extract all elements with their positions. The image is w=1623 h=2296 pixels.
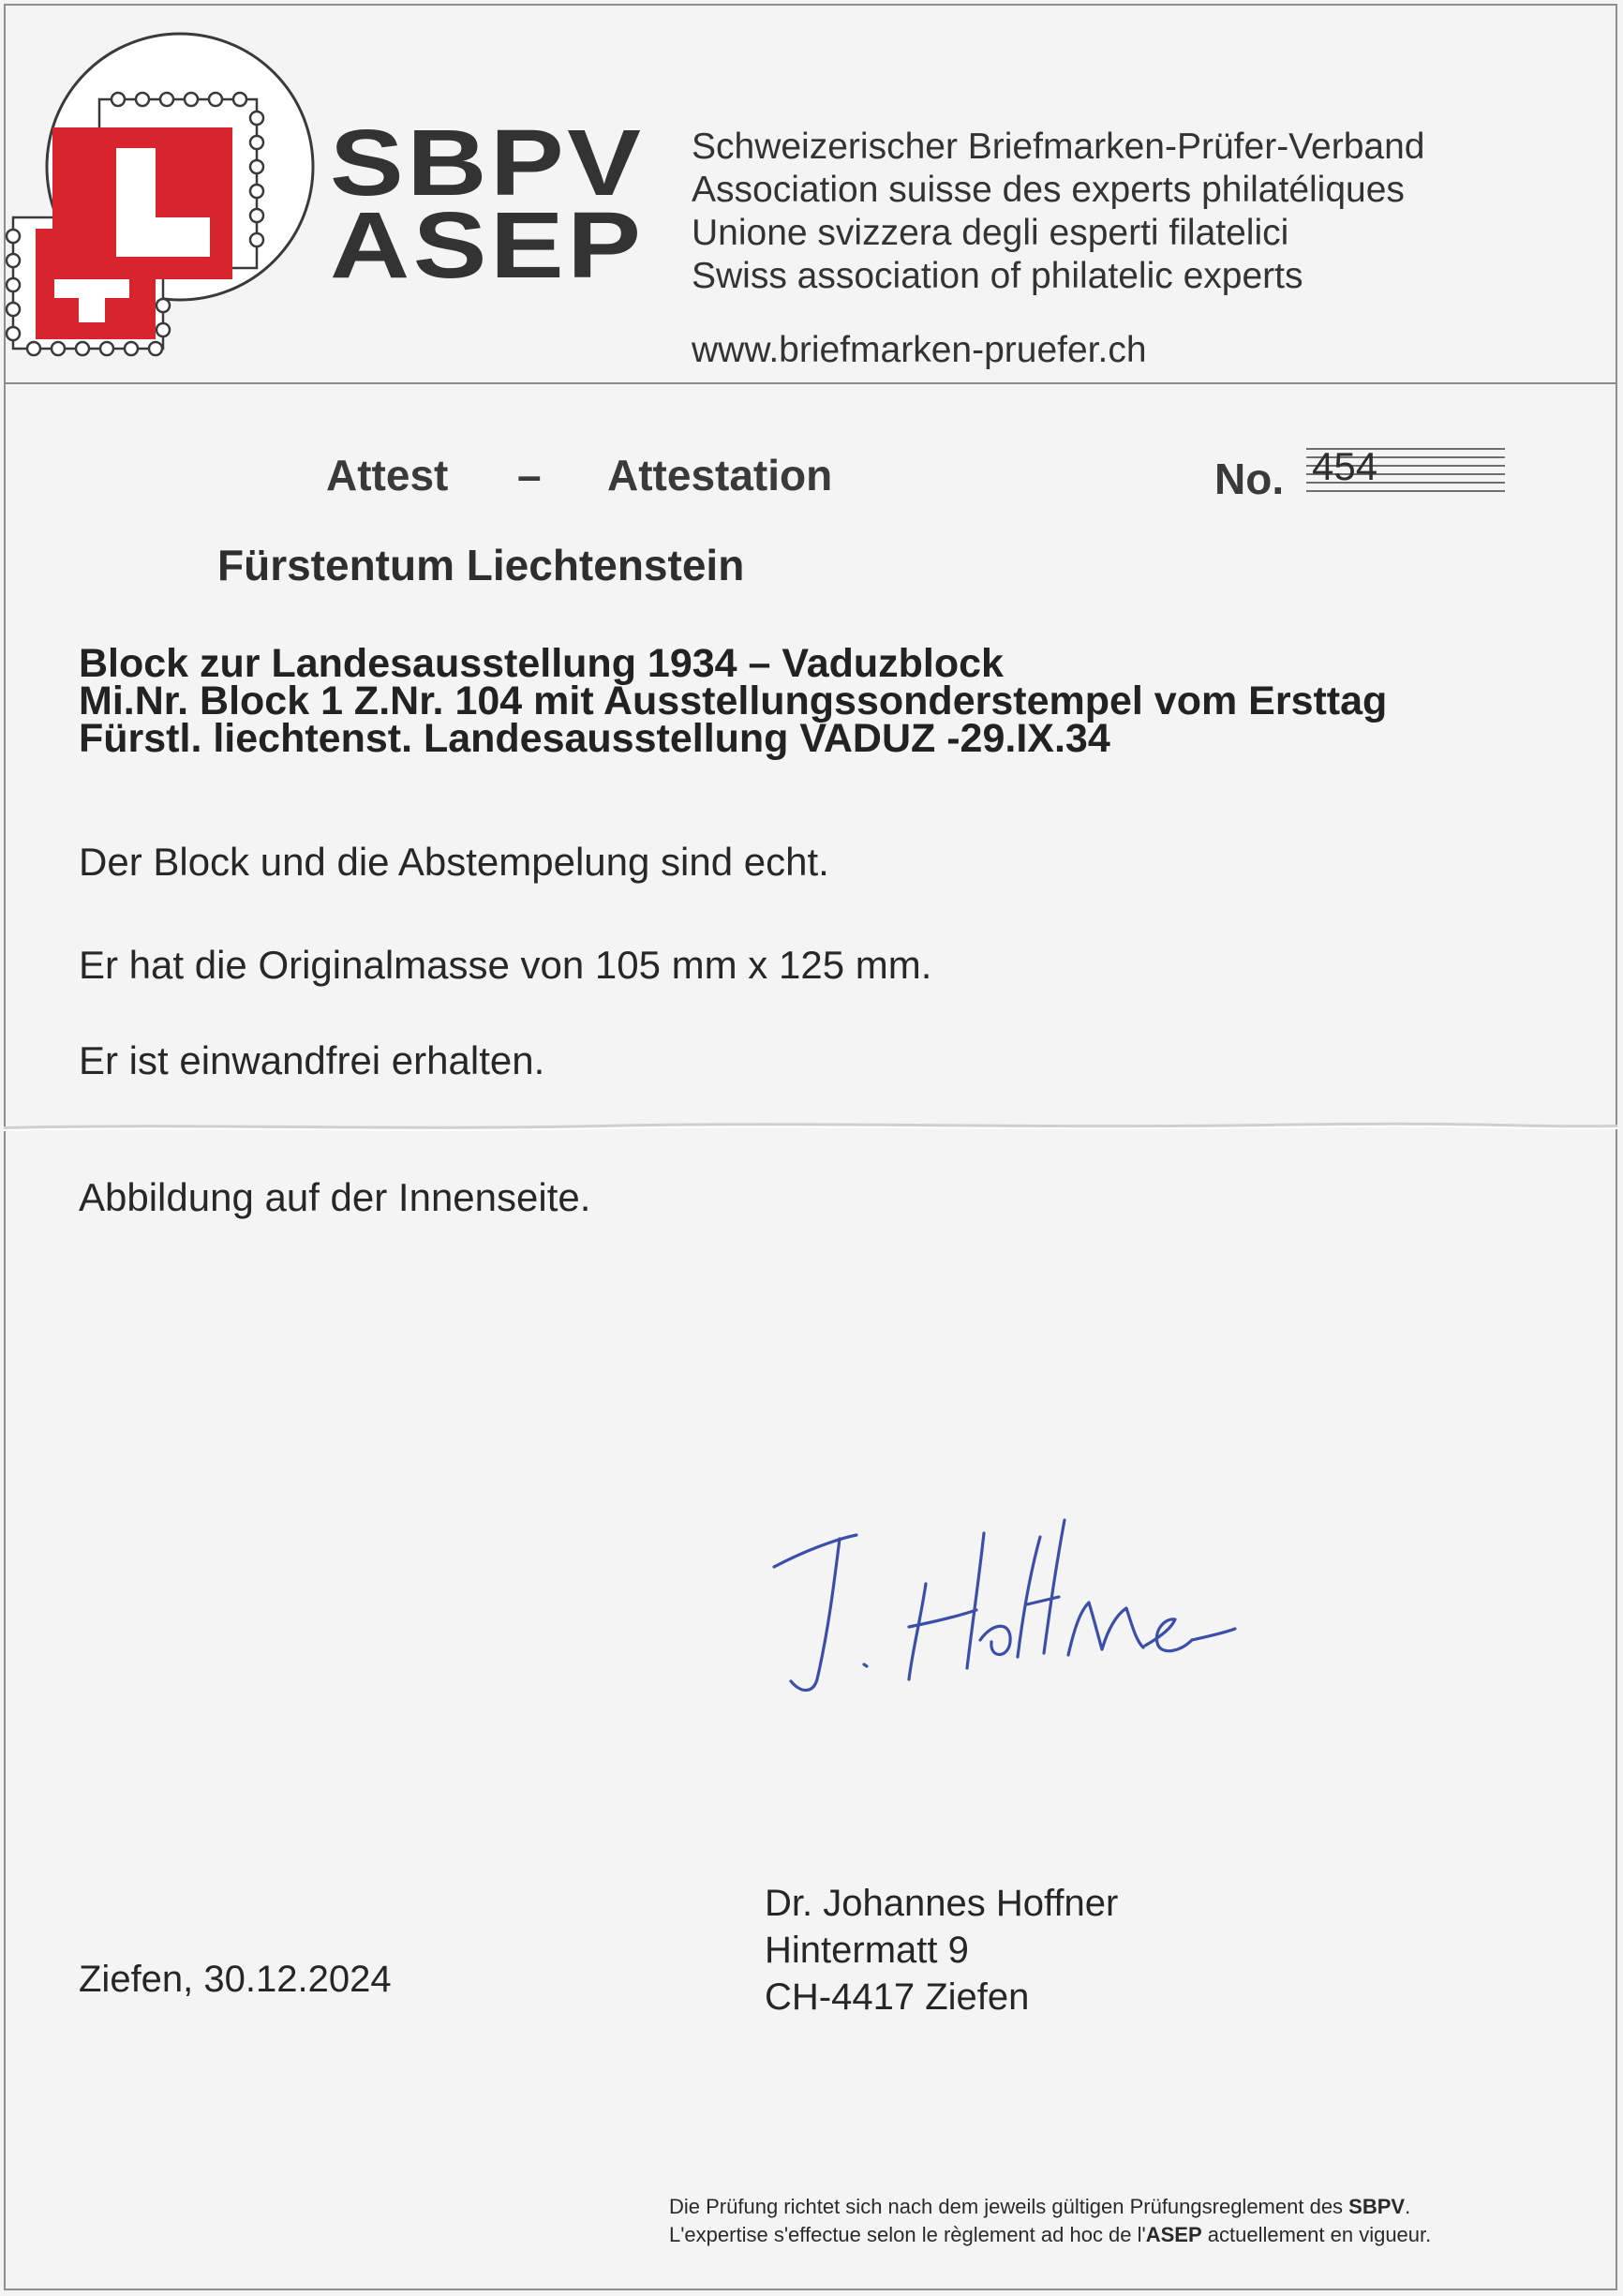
association-name-en: Swiss association of philatelic experts bbox=[692, 256, 1303, 296]
country-heading: Fürstentum Liechtenstein bbox=[217, 541, 745, 589]
statement-condition: Er ist einwandfrei erhalten. bbox=[79, 1038, 545, 1082]
header-divider bbox=[4, 382, 1617, 384]
handwritten-signature bbox=[759, 1481, 1246, 1724]
association-names bbox=[692, 126, 1424, 298]
description-line: Mi.Nr. Block 1 Z.Nr. 104 mit Ausstellungssonderstempel vom Ersttag bbox=[79, 678, 1388, 723]
brand-asep: ASEP bbox=[330, 193, 645, 298]
brand-logotype bbox=[330, 111, 645, 298]
statement-genuine: Der Block und die Abstempelung sind echt. bbox=[79, 840, 829, 884]
title-attest: Attest bbox=[326, 451, 449, 499]
description-line: Block zur Landesausstellung 1934 – Vaduzblock bbox=[79, 641, 1004, 686]
association-name-de: Schweizerischer Briefmarken-Prüfer-Verband bbox=[692, 127, 1425, 167]
paper-fold-line bbox=[4, 1121, 1617, 1134]
certificate-number-label: No. bbox=[1214, 455, 1285, 503]
title-dash: – bbox=[517, 451, 542, 499]
certificate-number-field bbox=[1306, 444, 1505, 495]
swiss-cross-stamp-logo-icon bbox=[0, 0, 337, 375]
description-line: Fürstl. liechtenst. Landesausstellung VADUZ -29.IX.34 bbox=[79, 716, 1110, 761]
footer-note bbox=[669, 2193, 1431, 2249]
place-and-date: Ziefen, 30.12.2024 bbox=[79, 1959, 392, 2000]
expert-city: CH-4417 Ziefen bbox=[765, 1976, 1030, 2018]
association-name-fr: Association suisse des experts philatéliques bbox=[692, 170, 1405, 210]
item-description bbox=[79, 641, 1388, 761]
expert-street: Hintermatt 9 bbox=[765, 1930, 969, 1971]
association-name-it: Unione svizzera degli esperti filatelici bbox=[692, 213, 1289, 253]
statement-illustration: Abbildung auf der Innenseite. bbox=[79, 1175, 591, 1219]
certificate-number-value: 454 bbox=[1312, 444, 1378, 488]
website-url: www.briefmarken-pruefer.ch bbox=[692, 330, 1147, 370]
brand-sbpv: SBPV bbox=[330, 111, 645, 216]
footer-line-de: Die Prüfung richtet sich nach dem jeweils gültigen Prüfungsreglement des SBPV. bbox=[669, 2195, 1411, 2218]
expert-name: Dr. Johannes Hoffner bbox=[765, 1883, 1119, 1924]
statement-dimensions: Er hat die Originalmasse von 105 mm x 125 mm. bbox=[79, 943, 932, 987]
title-attestation: Attestation bbox=[607, 451, 833, 499]
footer-line-fr: L'expertise s'effectue selon le règlement ad hoc de l'ASEP actuellement en vigueur. bbox=[669, 2223, 1432, 2246]
expert-address bbox=[765, 1880, 1118, 2020]
